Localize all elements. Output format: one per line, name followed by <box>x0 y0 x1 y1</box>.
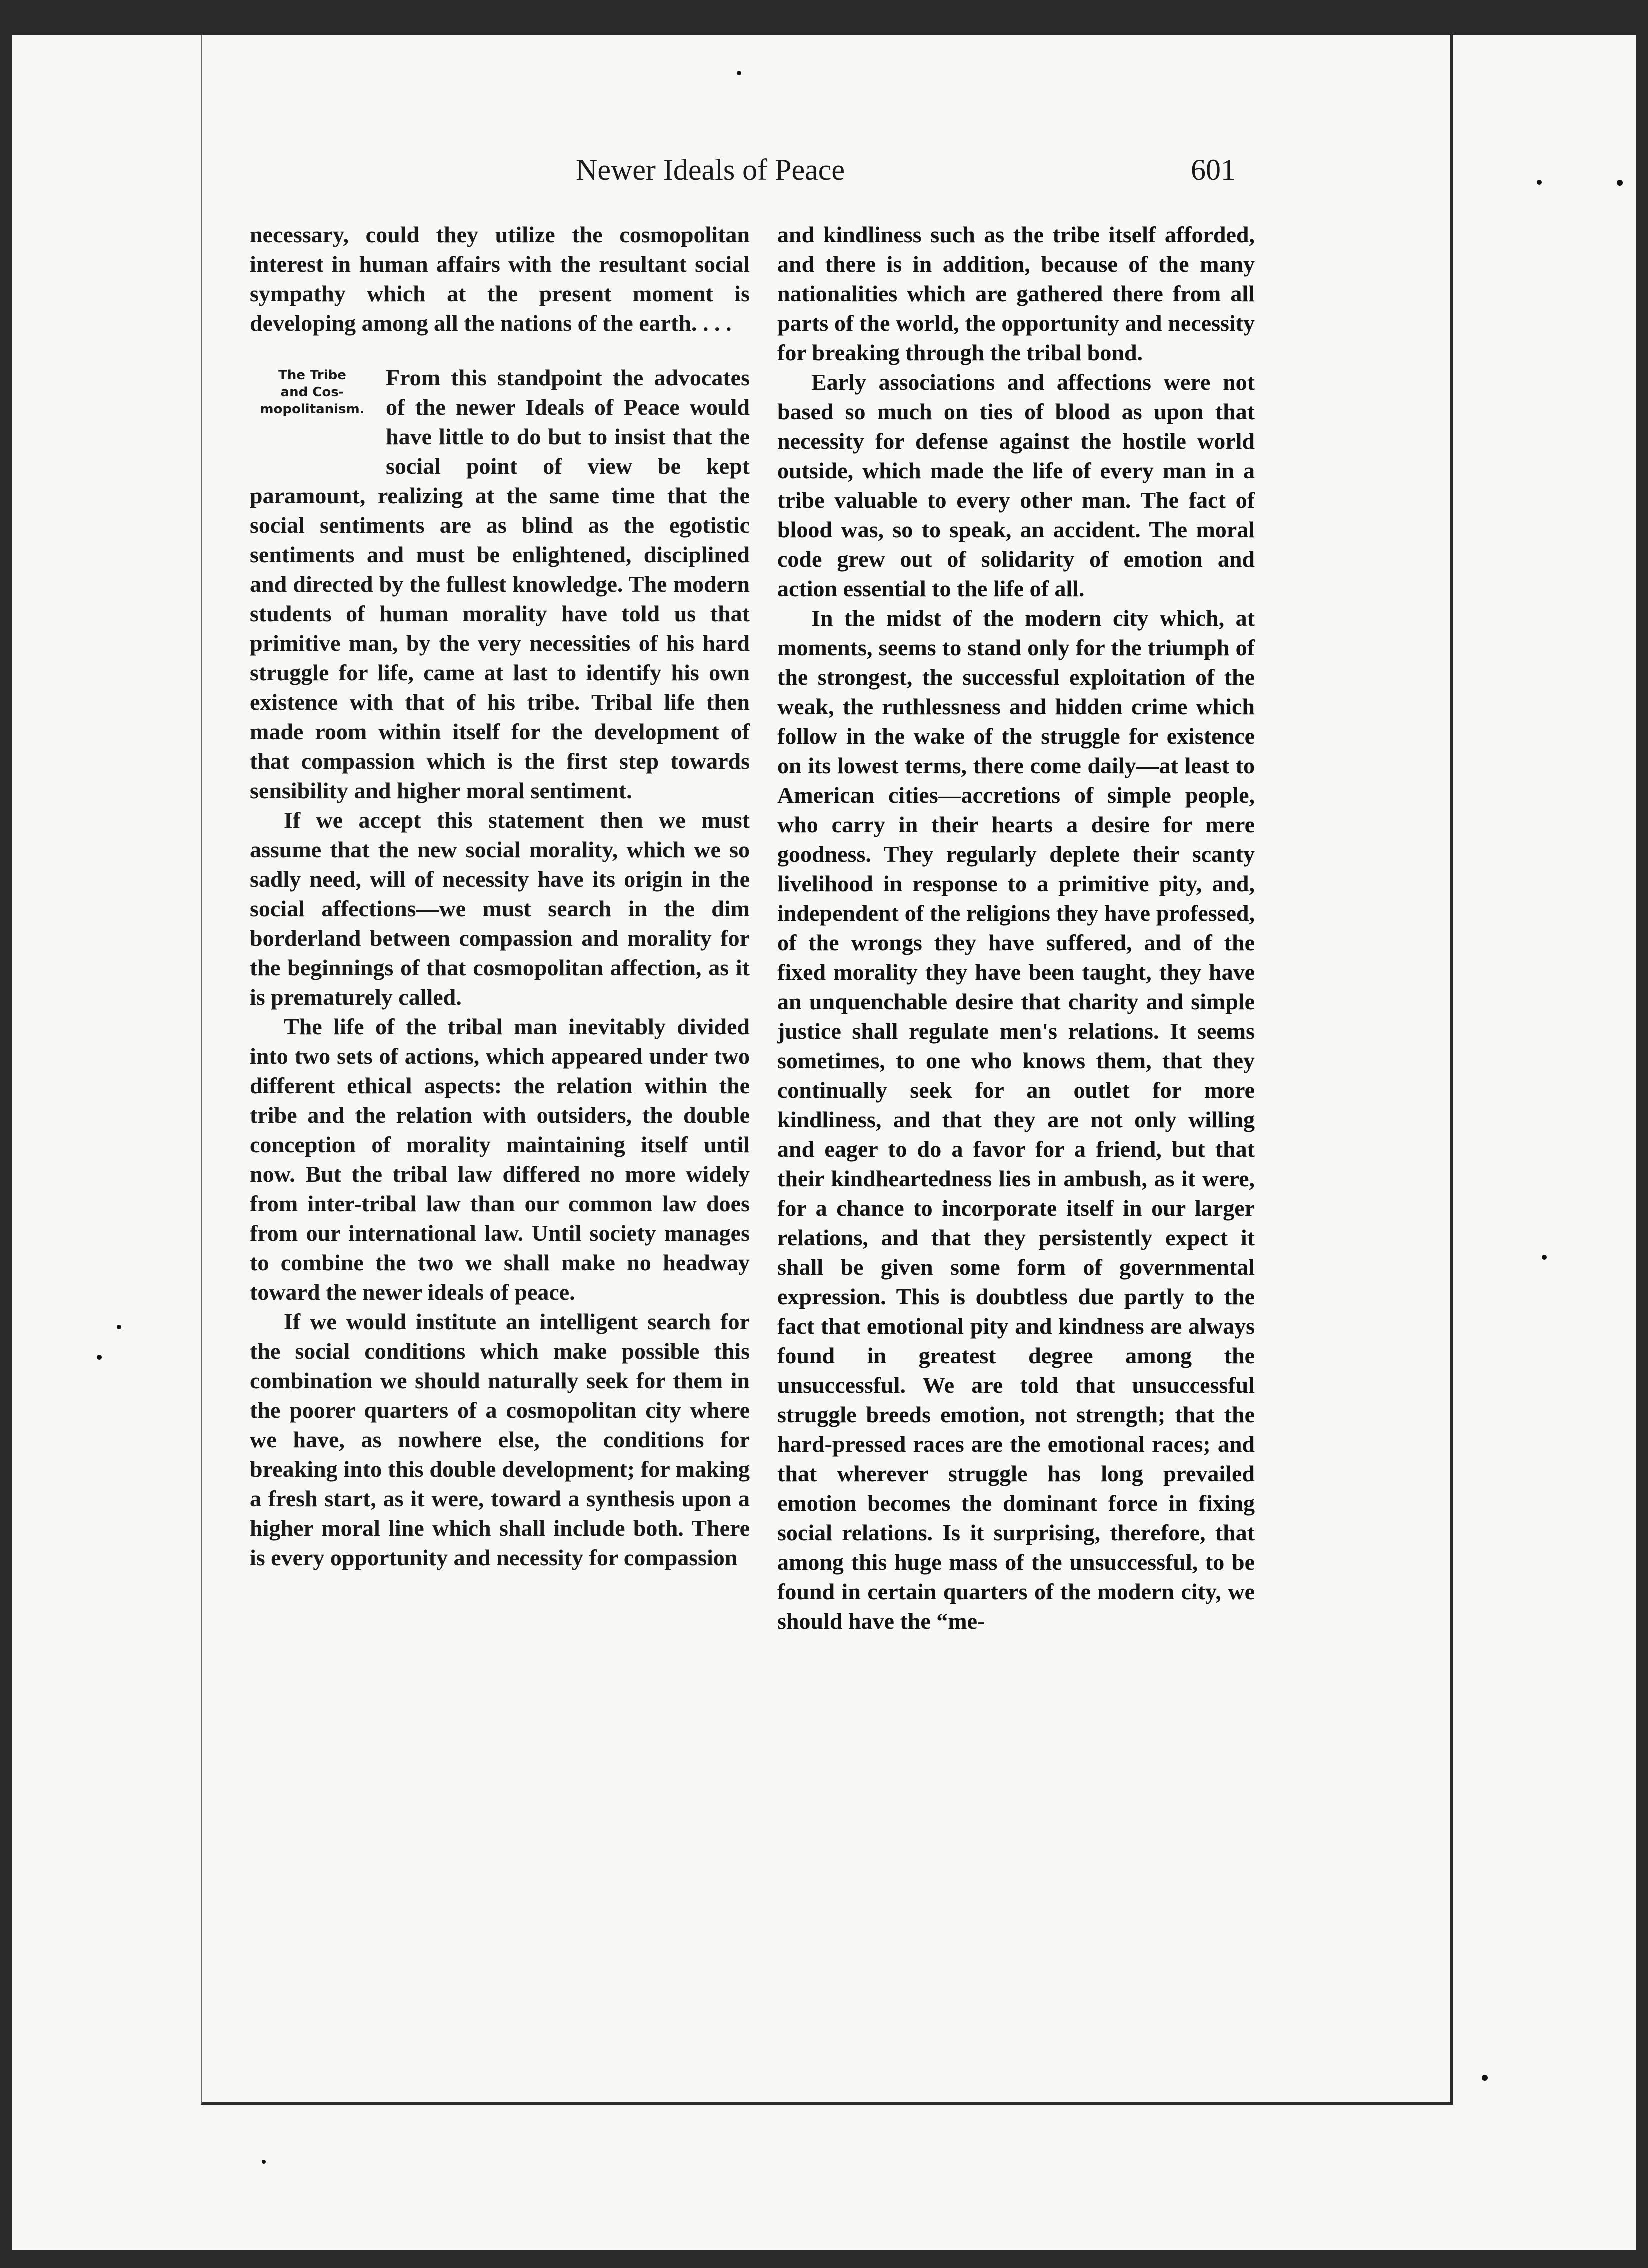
right-column <box>778 220 1255 1820</box>
scan-speck <box>97 1355 102 1360</box>
scan-speck <box>1537 180 1542 185</box>
margin-note-line: and Cos- <box>280 385 344 400</box>
margin-note <box>250 363 375 452</box>
paragraph: If we would institute an intelligent search for the social conditions which make possible this combination we should naturally seek for them in the poorer quarters of a cosmopolitan city where we have, as nowhere else, the conditions for breaking into this double development; for making a fresh start, as it were, toward a synthesis upon a higher moral line which shall include both. There is every opportunity and necessity for compassion <box>250 1309 750 1570</box>
scan-speck <box>1617 180 1623 186</box>
running-head <box>565 150 1245 190</box>
paragraph: In the midst of the modern city which, at moments, seems to stand only for the triumph of the strongest, the successful exploitation of the weak, the ruthlessness and hidden crime which follow in the wake of the struggle for existence on its lowest terms, there come daily—at least to American cities—accretions of simple people, who carry in their hearts a desire for mere goodness. They regularly deplete their scanty livelihood in response to a primitive pity, and, independent of the religions they have professed, of the wrongs they have suffered, and of the fixed morality they have been taught, they have an unquenchable desire that charity and simple justice shall regulate men's relations. It seems sometimes, to one who knows them, that they continually seek for an outlet for more kindliness, and that they are not only willing and eager to do a favor for a friend, but that their kindheartedness lies in ambush, as it were, for a chance to incorporate itself in our larger relations, and that they persistently expect it shall be given some form of governmental expression. This is doubtless due partly to the fact that emotional pity and kindness are always found in greatest degree among the unsuccessful. We are told that unsuccessful struggle breeds emotion, not strength; that the hard-pressed races are the emotional races; and that wherever struggle has long prevailed emotion becomes the dominant force in fixing social relations. Is it surprising, therefore, that among this huge mass of the unsuccessful, to be found in certain quarters of the modern city, we should have the “me- <box>778 606 1255 1634</box>
paragraph: necessary, could they utilize the cosmopolitan interest in human affairs with the resultant social sympathy which at the present moment is developing among all the nations of the earth. . . . <box>250 222 750 336</box>
paragraph: If we accept this statement then we must assume that the new social morality, which we so sadly need, will of necessity have its origin in the social affections—we must search in the dim borderland between compassion and morality for the beginnings of that cosmopolitan affection, as it is prematurely called. <box>250 808 750 1010</box>
paragraph: From this standpoint the advocates of the newer Ideals of Peace would have little to do but to insist that the social point of view be kept paramount, realizing at the same time that the social sentiments are as blind as the egotistic sentiments and must be enlightened, disciplined and directed by the fullest knowledge. The modern students of human morality have told us that primitive man, by the very necessities of his hard struggle for life, came at last to identify his own existence with that of his tribe. Tribal life then made room within itself for the development of that compassion which is the first step towards sensibility and higher moral sentiment. <box>250 365 750 804</box>
running-title: Newer Ideals of Peace <box>576 154 846 186</box>
paragraph: Early associations and affections were not based so much on ties of blood as upon that necessity for defense against the hostile world outside, which made the life of every man in a tribe valuable to every other man. The fact of blood was, so to speak, an accident. The moral code grew out of solidarity of emotion and action essential to the life of all. <box>778 370 1255 602</box>
margin-note-line: The Tribe <box>278 368 346 383</box>
margin-note-line: mopolitanism. <box>260 402 365 417</box>
page-number: 601 <box>1191 154 1236 186</box>
scan-speck <box>737 71 742 76</box>
paragraph: The life of the tribal man inevitably divided into two sets of actions, which appeared under two different ethical aspects: the relation within the tribe and the relation with outsiders, the double conception of morality maintaining itself until now. But the tribal law differed no more widely from inter-tribal law than our common law does from our international law. Until society manages to combine the two we shall make no headway toward the newer ideals of peace. <box>250 1014 750 1305</box>
scan-speck <box>117 1325 122 1330</box>
scan-speck <box>262 2160 266 2164</box>
paragraph: and kindliness such as the tribe itself afforded, and there is in addition, because of the many nationalities which are gathered there from all parts of the world, the opportunity and necessity for breaking through the tribal bond. <box>778 222 1255 366</box>
scan-speck <box>1482 2075 1488 2081</box>
left-column <box>250 220 750 1820</box>
scan-speck <box>1542 1255 1547 1260</box>
